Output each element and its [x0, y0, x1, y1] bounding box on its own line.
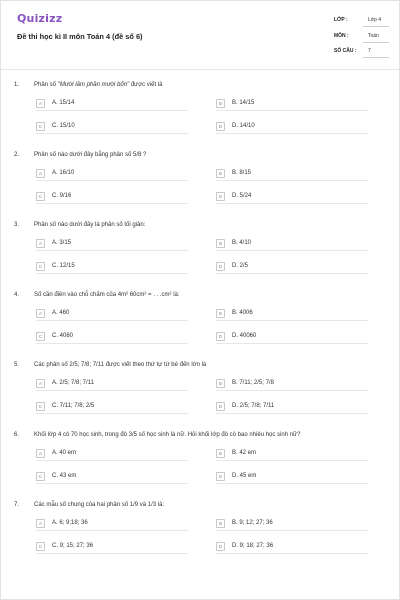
option-d[interactable]	[216, 122, 368, 134]
meta-row-class	[305, 15, 389, 31]
option-text: B. 42 em	[232, 450, 257, 456]
option-letter-box: B	[216, 309, 225, 318]
option-c[interactable]	[36, 402, 188, 414]
option-text: D. 5/24	[232, 193, 252, 199]
meta-value: Lớp 4	[368, 17, 382, 23]
option-letter-box: B	[216, 239, 225, 248]
question-number: 3.	[14, 222, 20, 228]
divider	[36, 553, 188, 554]
question-text: Các mẫu số chung của hai phân số 1/9 và 1/3 là:	[34, 502, 165, 508]
meta-row-subject	[305, 31, 389, 47]
option-d[interactable]	[216, 402, 368, 414]
divider	[216, 203, 368, 204]
divider	[216, 110, 368, 111]
option-c[interactable]	[36, 192, 188, 204]
option-letter-box: B	[216, 99, 225, 108]
divider	[36, 390, 188, 391]
divider	[216, 553, 368, 554]
worksheet-meta	[305, 15, 389, 62]
option-text: A. 460	[52, 310, 70, 316]
option-text: C. 9/16	[52, 193, 72, 199]
option-a[interactable]	[36, 99, 188, 111]
divider	[36, 530, 188, 531]
divider	[216, 530, 368, 531]
option-b[interactable]	[216, 449, 368, 461]
divider	[216, 343, 368, 344]
option-text: C. 9; 15; 27; 36	[52, 543, 94, 549]
question-text: Khối lớp 4 có 70 học sinh, trong đó 3/5 số học sinh là nữ. Hỏi khối lớp đó có bao nhiêu học sinh nữ?	[34, 432, 301, 438]
divider	[363, 26, 389, 27]
meta-value: 7	[368, 48, 371, 54]
option-text: D. 2/5; 7/8; 7/11	[232, 403, 275, 409]
meta-label: MÔN :	[334, 32, 349, 39]
question-3	[1, 222, 400, 288]
option-text: A. 16/10	[52, 170, 75, 176]
divider	[36, 343, 188, 344]
question-7	[1, 502, 400, 568]
option-b[interactable]	[216, 239, 368, 251]
question-4	[1, 292, 400, 358]
option-d[interactable]	[216, 262, 368, 274]
option-letter-box: A	[36, 519, 45, 528]
option-c[interactable]	[36, 472, 188, 484]
option-a[interactable]	[36, 239, 188, 251]
option-c[interactable]	[36, 262, 188, 274]
meta-label: SỐ CÂU :	[334, 48, 357, 54]
divider	[36, 203, 188, 204]
option-letter-box: C	[36, 332, 45, 341]
question-text: Các phân số 2/5; 7/8; 7/11 được viết theo thứ tự từ bé đến lớn là	[34, 362, 207, 368]
option-b[interactable]	[216, 169, 368, 181]
option-text: C. 4060	[52, 333, 74, 339]
option-letter-box: D	[216, 122, 225, 131]
document-title: Đề thi học kì II môn Toán 4 (đề số 6)	[17, 32, 143, 41]
divider	[36, 483, 188, 484]
option-letter-box: C	[36, 192, 45, 201]
option-text: D. 2/5	[232, 263, 249, 269]
question-number: 1.	[14, 82, 20, 88]
divider	[36, 133, 188, 134]
option-letter-box: D	[216, 402, 225, 411]
question-1	[1, 82, 400, 148]
option-text: D. 14/10	[232, 123, 255, 129]
divider	[216, 390, 368, 391]
meta-value: Toán	[368, 32, 379, 39]
option-text: D. 40060	[232, 333, 257, 339]
question-number: 4.	[14, 292, 20, 298]
question-text: Phân số "Mười lăm phần mười bốn" được viết là	[34, 82, 163, 88]
option-letter-box: D	[216, 332, 225, 341]
option-letter-box: C	[36, 402, 45, 411]
option-text: B. 7/11; 2/5; 7/8	[232, 380, 274, 386]
meta-label: LỚP :	[334, 17, 348, 23]
question-5	[1, 362, 400, 428]
option-text: C. 43 em	[52, 473, 77, 479]
option-d[interactable]	[216, 192, 368, 204]
option-text: A. 2/5; 7/8; 7/11	[52, 380, 94, 386]
divider	[216, 413, 368, 414]
option-letter-box: C	[36, 472, 45, 481]
option-d[interactable]	[216, 332, 368, 344]
question-number: 5.	[14, 362, 20, 368]
divider	[36, 180, 188, 181]
option-letter-box: D	[216, 192, 225, 201]
divider	[216, 250, 368, 251]
divider	[363, 57, 389, 58]
option-c[interactable]	[36, 122, 188, 134]
option-letter-box: B	[216, 449, 225, 458]
option-text: B. 4006	[232, 310, 253, 316]
divider	[36, 320, 188, 321]
option-a[interactable]	[36, 449, 188, 461]
option-text: D. 9; 18; 27; 36	[232, 543, 274, 549]
option-letter-box: B	[216, 169, 225, 178]
divider	[363, 42, 389, 43]
option-letter-box: D	[216, 472, 225, 481]
option-text: A. 40 em	[52, 450, 77, 456]
divider	[36, 110, 188, 111]
divider	[36, 250, 188, 251]
option-text: A. 3/15	[52, 240, 72, 246]
divider	[216, 483, 368, 484]
option-text: A. 6; 9;18; 36	[52, 520, 88, 526]
option-a[interactable]	[36, 169, 188, 181]
option-c[interactable]	[36, 332, 188, 344]
option-text: C. 7/11; 7/8; 2/5	[52, 403, 95, 409]
option-d[interactable]	[216, 472, 368, 484]
divider	[36, 273, 188, 274]
divider	[36, 460, 188, 461]
option-letter-box: C	[36, 262, 45, 271]
divider	[216, 273, 368, 274]
header-divider	[1, 69, 399, 70]
option-b[interactable]	[216, 519, 368, 531]
option-text: B. 14/15	[232, 100, 255, 106]
question-text: Số cần điền vào chỗ chấm của 4m² 60cm² = . . .cm² là:	[34, 292, 180, 298]
option-text: D. 45 em	[232, 473, 257, 479]
meta-row-count	[305, 46, 389, 62]
divider	[216, 133, 368, 134]
option-letter-box: B	[216, 379, 225, 388]
option-text: C. 15/10	[52, 123, 75, 129]
option-letter-box: A	[36, 449, 45, 458]
divider	[216, 460, 368, 461]
divider	[36, 413, 188, 414]
quizizz-logo: Quizizz	[17, 12, 63, 25]
question-number: 7.	[14, 502, 20, 508]
option-d[interactable]	[216, 542, 368, 554]
option-text: B. 9; 12; 27; 36	[232, 520, 273, 526]
option-letter-box: C	[36, 122, 45, 131]
option-b[interactable]	[216, 379, 368, 391]
question-6	[1, 432, 400, 498]
option-letter-box: A	[36, 239, 45, 248]
option-letter-box: D	[216, 262, 225, 271]
option-letter-box: C	[36, 542, 45, 551]
option-a[interactable]	[36, 309, 188, 321]
option-text: A. 15/14	[52, 100, 75, 106]
option-letter-box: A	[36, 169, 45, 178]
divider	[216, 320, 368, 321]
option-letter-box: B	[216, 519, 225, 528]
option-c[interactable]	[36, 542, 188, 554]
option-letter-box: D	[216, 542, 225, 551]
option-text: B. 8/15	[232, 170, 252, 176]
option-text: C. 12/15	[52, 263, 75, 269]
option-b[interactable]	[216, 309, 368, 321]
option-letter-box: A	[36, 99, 45, 108]
question-number: 6.	[14, 432, 20, 438]
question-text: Phân số nào dưới đây bằng phân số 5/8 ?	[34, 152, 147, 158]
option-a[interactable]	[36, 379, 188, 391]
option-text: B. 4/10	[232, 240, 252, 246]
option-letter-box: A	[36, 379, 45, 388]
question-text: Phân số nào dưới đây là phân số tối giản:	[34, 222, 146, 228]
question-number: 2.	[14, 152, 20, 158]
option-letter-box: A	[36, 309, 45, 318]
question-2	[1, 152, 400, 218]
option-b[interactable]	[216, 99, 368, 111]
divider	[216, 180, 368, 181]
option-a[interactable]	[36, 519, 188, 531]
